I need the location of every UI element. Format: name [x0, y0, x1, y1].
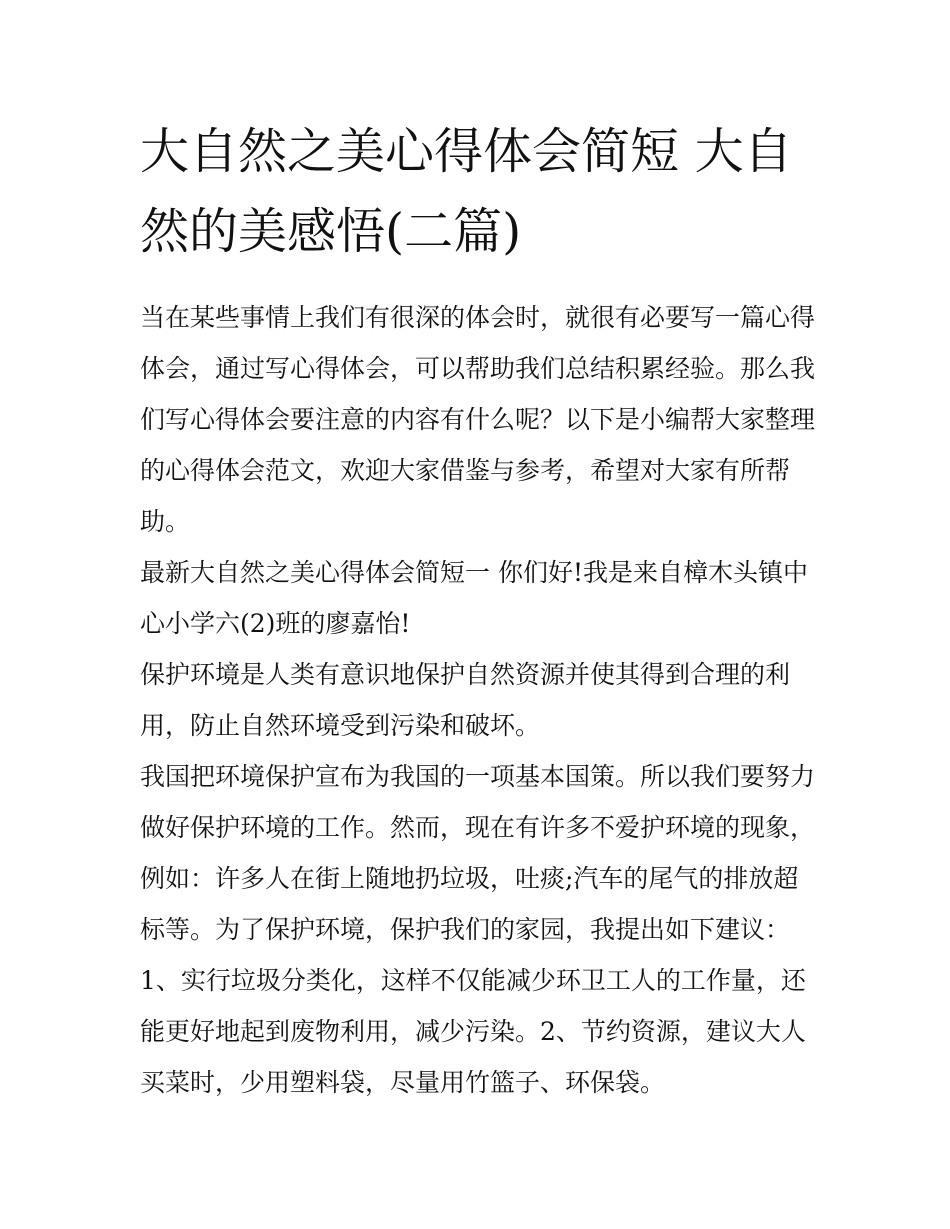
paragraph-intro: 当在某些事情上我们有很深的体会时，就很有必要写一篇心得体会，通过写心得体会，可以帮助我们总结积累经验。那么我们写心得体会要注意的内容有什么呢？以下是小编帮大家整理的心得体会范文，欢迎大家借鉴与参考，希望对大家有所帮助。 — [140, 303, 816, 536]
paragraph-suggestions: 1、实行垃圾分类化，这样不仅能减少环卫工人的工作量，还能更好地起到废物利用，减少污染。2、节约资源，建议大人买菜时，少用塑料袋，尽量用竹篮子、环保袋。 — [140, 966, 806, 1097]
document-title: 大自然之美心得体会简短 大自然的美感悟(二篇) — [140, 123, 793, 260]
paragraph-greeting: 最新大自然之美心得体会简短一 你们好!我是来自樟木头镇中心小学六(2)班的廖嘉怡! — [140, 558, 808, 638]
paragraph-policy: 我国把环境保护宣布为我国的一项基本国策。所以我们要努力做好保护环境的工作。然而，现在有许多不爱护环境的现象，例如：许多人在街上随地扔垃圾，吐痰;汽车的尾气的排放超标等。为了保护环境，保护我们的家园，我提出如下建议： — [140, 762, 816, 944]
paragraph-definition: 保护环境是人类有意识地保护自然资源并使其得到合理的利用，防止自然环境受到污染和破坏。 — [140, 660, 791, 740]
document-body — [140, 112, 820, 1108]
paragraph-list — [140, 292, 820, 1108]
